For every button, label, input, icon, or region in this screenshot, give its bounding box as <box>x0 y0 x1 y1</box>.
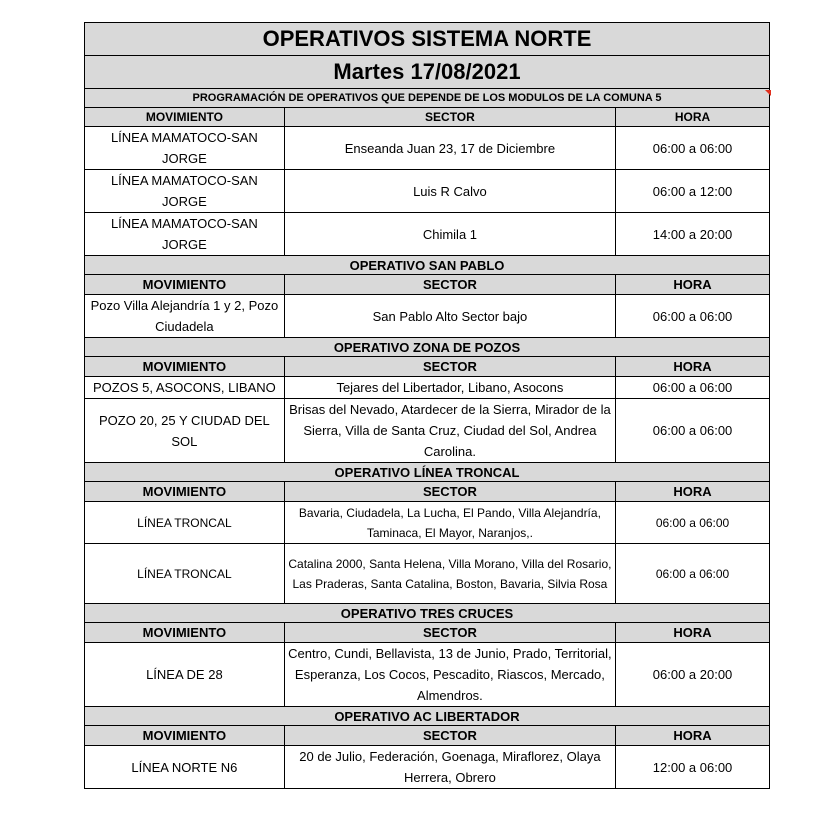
cell-sector: Centro, Cundi, Bellavista, 13 de Junio, Prado, Territorial, Esperanza, Los Cocos, Pescadito, Riascos, Mercado, Almendros. <box>284 643 615 707</box>
cell-hora: 06:00 a 06:00 <box>616 399 770 463</box>
cell-movimiento: LÍNEA TRONCAL <box>85 544 285 604</box>
table-row <box>85 502 770 544</box>
cell-hora: 06:00 a 06:00 <box>616 502 770 544</box>
section-title: OPERATIVO LÍNEA TRONCAL <box>85 463 770 482</box>
col-header-sector: SECTOR <box>284 357 615 377</box>
table-row <box>85 544 770 604</box>
col-header-hora: HORA <box>616 275 770 295</box>
cell-movimiento: LÍNEA TRONCAL <box>85 502 285 544</box>
col-header-hora: HORA <box>616 108 770 127</box>
cell-sector: Luis R Calvo <box>284 170 615 213</box>
sheet-subtitle: PROGRAMACIÓN DE OPERATIVOS QUE DEPENDE DE LOS MODULOS DE LA COMUNA 5 <box>85 89 770 108</box>
col-header-hora: HORA <box>616 482 770 502</box>
table-row <box>85 213 770 256</box>
col-header-sector: SECTOR <box>284 623 615 643</box>
cell-hora: 14:00 a 20:00 <box>616 213 770 256</box>
cell-sector: Tejares del Libertador, Libano, Asocons <box>284 377 615 399</box>
col-header-movimiento: MOVIMIENTO <box>85 726 285 746</box>
col-header-movimiento: MOVIMIENTO <box>85 357 285 377</box>
cell-sector: Bavaria, Ciudadela, La Lucha, El Pando, Villa Alejandría, Taminaca, El Mayor, Naranjos,. <box>284 502 615 544</box>
table-row <box>85 170 770 213</box>
cell-sector: Catalina 2000, Santa Helena, Villa Morano, Villa del Rosario, Las Praderas, Santa Catalina, Boston, Bavaria, Silvia Rosa <box>284 544 615 604</box>
col-header-sector: SECTOR <box>284 108 615 127</box>
cell-sector: Chimila 1 <box>284 213 615 256</box>
table-row <box>85 746 770 789</box>
sheet-date <box>85 56 770 89</box>
table-row <box>85 295 770 338</box>
cell-hora: 06:00 a 12:00 <box>616 170 770 213</box>
col-header-movimiento: MOVIMIENTO <box>85 482 285 502</box>
col-header-movimiento: MOVIMIENTO <box>85 623 285 643</box>
col-header-sector: SECTOR <box>284 482 615 502</box>
table-row <box>85 127 770 170</box>
section-title: OPERATIVO TRES CRUCES <box>85 604 770 623</box>
table-row <box>85 643 770 707</box>
table-row <box>85 399 770 463</box>
col-header-sector: SECTOR <box>284 275 615 295</box>
col-header-hora: HORA <box>616 726 770 746</box>
cell-sector: Brisas del Nevado, Atardecer de la Sierra, Mirador de la Sierra, Villa de Santa Cruz, Ciudad del Sol, Andrea Carolina. <box>284 399 615 463</box>
cell-movimiento: LÍNEA MAMATOCO-SAN JORGE <box>85 170 285 213</box>
cell-hora: 06:00 a 06:00 <box>616 377 770 399</box>
cell-movimiento: POZOS 5, ASOCONS, LIBANO <box>85 377 285 399</box>
cell-hora: 06:00 a 20:00 <box>616 643 770 707</box>
cell-hora: 06:00 a 06:00 <box>616 127 770 170</box>
sheet-title: OPERATIVOS SISTEMA NORTE <box>85 23 770 56</box>
col-header-movimiento: MOVIMIENTO <box>85 108 285 127</box>
comment-indicator-icon <box>765 90 771 96</box>
cell-hora: 06:00 a 06:00 <box>616 295 770 338</box>
col-header-movimiento: MOVIMIENTO <box>85 275 285 295</box>
date-text: Martes 17/08/2021 <box>333 59 521 84</box>
section-title: OPERATIVO SAN PABLO <box>85 256 770 275</box>
cell-movimiento: LÍNEA DE 28 <box>85 643 285 707</box>
cell-movimiento: Pozo Villa Alejandría 1 y 2, Pozo Ciudadela <box>85 295 285 338</box>
col-header-sector: SECTOR <box>284 726 615 746</box>
cell-movimiento: LÍNEA MAMATOCO-SAN JORGE <box>85 213 285 256</box>
cell-movimiento: LÍNEA NORTE N6 <box>85 746 285 789</box>
section-title: OPERATIVO ZONA DE POZOS <box>85 338 770 357</box>
section-title: OPERATIVO AC LIBERTADOR <box>85 707 770 726</box>
cell-sector: San Pablo Alto Sector bajo <box>284 295 615 338</box>
table-row <box>85 377 770 399</box>
cell-hora: 12:00 a 06:00 <box>616 746 770 789</box>
cell-sector: Enseanda Juan 23, 17 de Diciembre <box>284 127 615 170</box>
cell-movimiento: LÍNEA MAMATOCO-SAN JORGE <box>85 127 285 170</box>
cell-hora: 06:00 a 06:00 <box>616 544 770 604</box>
col-header-hora: HORA <box>616 357 770 377</box>
cell-movimiento: POZO 20, 25 Y CIUDAD DEL SOL <box>85 399 285 463</box>
col-header-hora: HORA <box>616 623 770 643</box>
cell-sector: 20 de Julio, Federación, Goenaga, Miraflorez, Olaya Herrera, Obrero <box>284 746 615 789</box>
operativos-table <box>84 22 770 789</box>
